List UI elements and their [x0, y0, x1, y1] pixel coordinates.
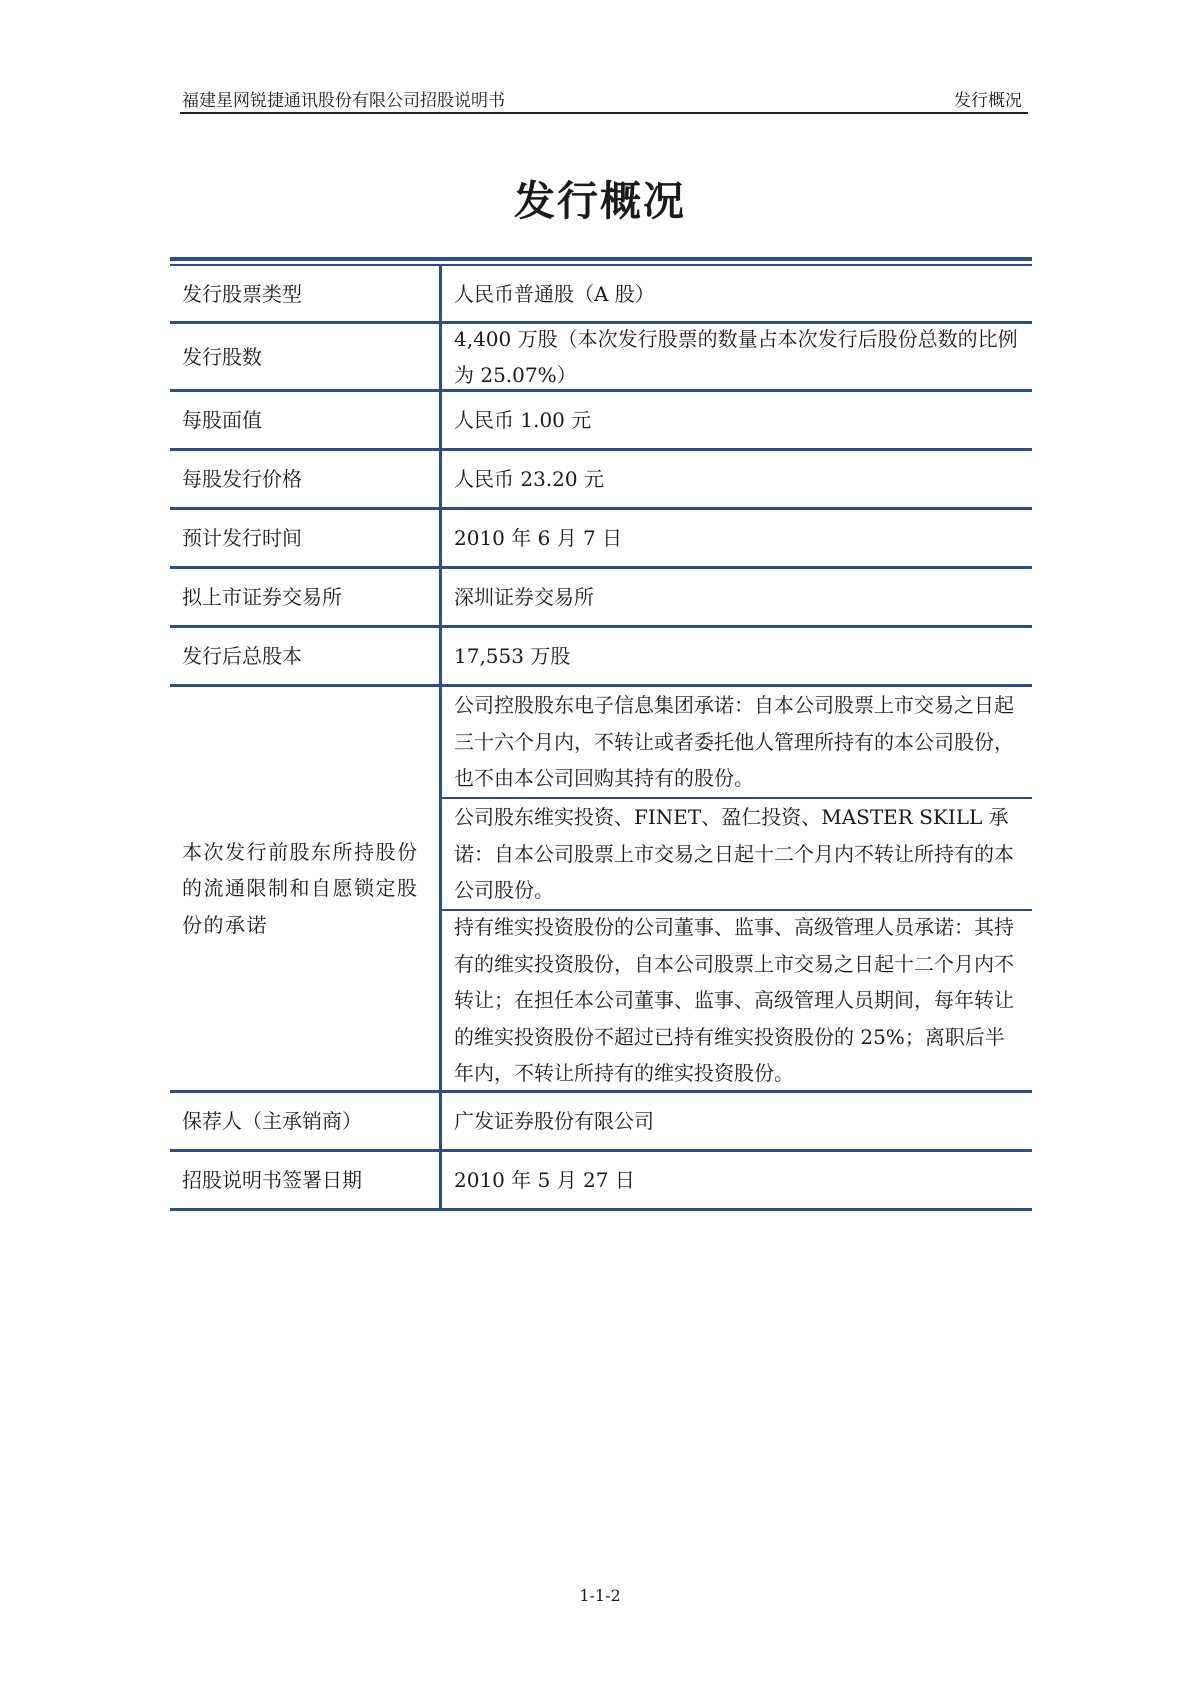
row-value: 人民币 1.00 元 — [454, 408, 592, 432]
row-label: 发行股票类型 — [170, 266, 442, 321]
row-label: 发行后总股本 — [170, 628, 442, 684]
table-row — [170, 324, 1032, 392]
row-value: 4,400 万股（本次发行股票的数量占本次发行后股份总数的比例为 25.07%） — [454, 326, 1018, 387]
page-title: 发行概况 — [514, 177, 686, 225]
table-row — [170, 628, 1032, 687]
lockup-item: 公司股东维实投资、FINET、盈仁投资、MASTER SKILL 承诺：自本公司股票上市交易之日起十二个月内不转让所持有的本公司股份。 — [442, 799, 1032, 911]
table-row — [170, 1093, 1032, 1152]
table-row — [170, 266, 1032, 324]
row-value: 2010 年 6 月 7 日 — [454, 526, 623, 550]
row-label: 每股面值 — [170, 392, 442, 448]
lockup-item: 持有维实投资股份的公司董事、监事、高级管理人员承诺：其持有的维实投资股份，自本公司股票上市交易之日起十二个月内不转让；在担任本公司董事、监事、高级管理人员期间，每年转让的维实投资股份不超过已持有维实投资股份的 25%；离职后半年内，不转让所持有的维实投资股份。 — [454, 915, 1014, 1086]
row-value: 人民币 23.20 元 — [454, 467, 604, 491]
row-value: 2010 年 5 月 27 日 — [454, 1168, 635, 1192]
issuance-table — [170, 266, 1032, 1211]
row-value: 深圳证券交易所 — [454, 585, 594, 609]
row-value: 广发证券股份有限公司 — [454, 1109, 654, 1133]
row-label: 招股说明书签署日期 — [170, 1152, 442, 1208]
lockup-item: 公司控股股东电子信息集团承诺：自本公司股票上市交易之日起三十六个月内，不转让或者委托他人管理所持有的本公司股份，也不由本公司回购其持有的股份。 — [442, 687, 1032, 799]
lockup-label: 本次发行前股东所持股份的流通限制和自愿锁定股份的承诺 — [170, 687, 442, 1090]
header-section: 发行概况 — [954, 91, 1022, 111]
table-top-rule — [170, 257, 1032, 261]
table-row — [170, 392, 1032, 451]
row-value: 17,553 万股 — [454, 644, 571, 668]
table-row — [170, 510, 1032, 569]
lockup-row — [170, 687, 1032, 1093]
lockup-commitments — [442, 687, 1032, 1090]
row-label: 每股发行价格 — [170, 451, 442, 507]
row-label: 保荐人（主承销商） — [170, 1093, 442, 1149]
row-value: 人民币普通股（A 股） — [454, 281, 655, 306]
row-label: 拟上市证券交易所 — [170, 569, 442, 625]
page-header — [180, 84, 1028, 114]
table-row — [170, 1152, 1032, 1211]
row-label: 发行股数 — [170, 324, 442, 389]
table-row — [170, 569, 1032, 628]
page-number: 1-1-2 — [579, 1586, 621, 1605]
table-row — [170, 451, 1032, 510]
header-company: 福建星网锐捷通讯股份有限公司招股说明书 — [182, 91, 505, 111]
row-label: 预计发行时间 — [170, 510, 442, 566]
